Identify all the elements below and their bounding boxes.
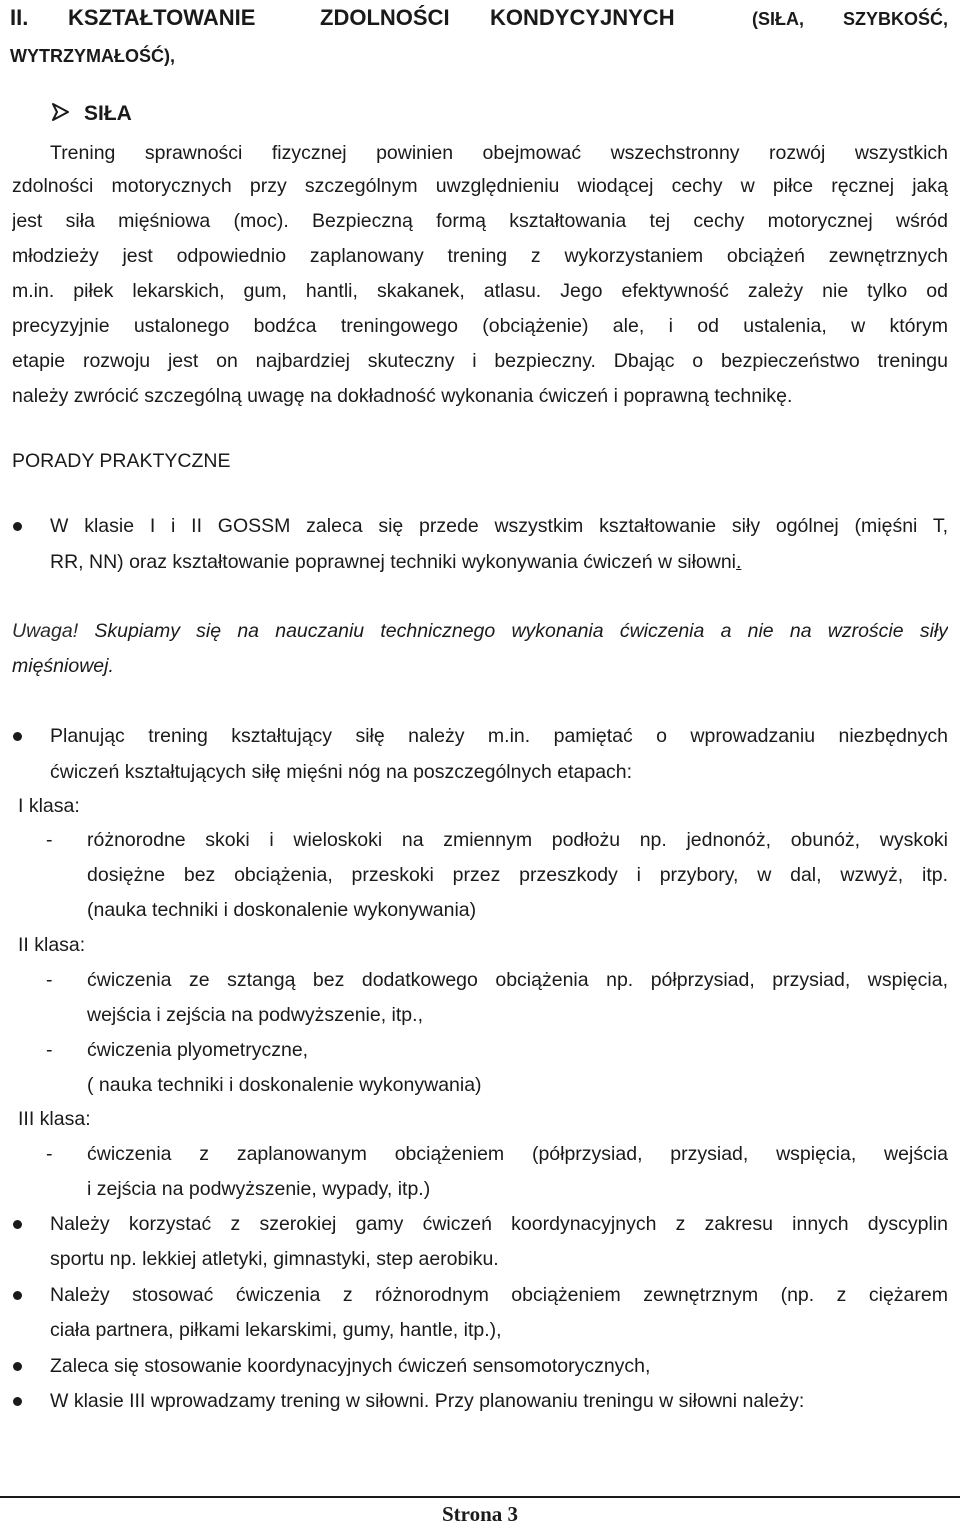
list-line: wejścia i zejścia na podwyższenie, itp., xyxy=(87,1004,423,1026)
paragraph-line: m.in. piłek lekarskich, gum, hantli, skakanek, atlasu. Jego efektywność zależy nie tylko od xyxy=(12,280,948,302)
paragraph-line: Trening sprawności fizycznej powinien obejmować wszechstronny rozwój wszystkich xyxy=(50,142,948,164)
paragraph-line: zdolności motorycznych przy szczególnym uwzględnieniu wiodącej cechy w piłce ręcznej jaką xyxy=(12,175,948,197)
class-label: III klasa: xyxy=(18,1108,91,1130)
bullet-dot xyxy=(13,1397,22,1406)
chapter-heading xyxy=(10,4,948,32)
arrow-bullet-icon xyxy=(50,101,72,123)
section-title: SIŁA xyxy=(84,102,132,125)
paragraph-line: młodzieży jest odpowiednio zaplanowany trening z wykorzystaniem obciążeń zewnętrznych xyxy=(12,245,948,267)
heading-number: II. xyxy=(10,5,29,30)
list-line: (nauka techniki i doskonalenie wykonywania) xyxy=(87,899,477,921)
list-line: różnorodne skoki i wieloskoki na zmiennym podłożu np. jednonóż, obunóż, wyskoki xyxy=(87,829,948,851)
dash-marker: - xyxy=(46,829,53,851)
list-line: ( nauka techniki i doskonalenie wykonywania) xyxy=(87,1074,482,1096)
page-number: Strona 3 xyxy=(432,1502,528,1526)
heading-word: KSZTAŁTOWANIE xyxy=(68,5,256,30)
class-label: I klasa: xyxy=(18,795,80,817)
list-line: ćwiczenia z zaplanowanym obciążeniem (półprzysiad, przysiad, wspięcia, wejścia xyxy=(87,1143,948,1165)
uwaga-label: Uwaga! xyxy=(12,620,79,642)
bullet-dot xyxy=(13,1291,22,1300)
bullet-line: Zaleca się stosowanie koordynacyjnych ćwiczeń sensomotorycznych, xyxy=(50,1355,651,1377)
bullet-text: RR, NN) oraz kształtowanie poprawnej techniki wykonywania ćwiczeń w siłowni xyxy=(50,551,737,573)
uwaga-line: mięśniowej. xyxy=(12,655,114,677)
bullet-line: Należy korzystać z szerokiej gamy ćwiczeń koordynacyjnych z zakresu innych dyscyplin xyxy=(50,1213,948,1235)
list-line: dosiężne bez obciążenia, przeskoki przez przeszkody i przybory, w dal, wzwyż, itp. xyxy=(87,864,948,886)
bullet-dot xyxy=(13,1220,22,1229)
bullet-dot xyxy=(13,732,22,741)
uwaga-line xyxy=(12,617,948,645)
page-footer xyxy=(0,1502,960,1527)
bullet-line: Należy stosować ćwiczenia z różnorodnym obciążeniem zewnętrznym (np. z ciężarem xyxy=(50,1284,948,1306)
heading-word: ZDOLNOŚCI xyxy=(320,5,450,30)
chapter-heading-line2: WYTRZYMAŁOŚĆ), xyxy=(10,46,175,66)
bullet-dot xyxy=(13,1362,22,1371)
list-line: ćwiczenia ze sztangą bez dodatkowego obciążenia np. półprzysiad, przysiad, wspięcia, xyxy=(87,969,948,991)
class-label: II klasa: xyxy=(18,934,86,956)
subheading-porady: PORADY PRAKTYCZNE xyxy=(12,450,231,472)
paragraph-line: etapie rozwoju jest on najbardziej skuteczny i bezpieczny. Dbając o bezpieczeństwo treningu xyxy=(12,350,948,372)
bullet-line: W klasie III wprowadzamy trening w siłowni. Przy planowaniu treningu w siłowni należy: xyxy=(50,1390,805,1412)
paragraph-line: precyzyjnie ustalonego bodźca treningowego (obciążenie) ale, i od ustalenia, w którym xyxy=(12,315,948,337)
heading-word: (SIŁA, xyxy=(752,9,804,29)
dash-marker: - xyxy=(46,1039,53,1061)
dash-marker: - xyxy=(46,1143,53,1165)
bullet-line: sportu np. lekkiej atletyki, gimnastyki, step aerobiku. xyxy=(50,1248,499,1270)
bullet-line: ćwiczeń kształtujących siłę mięśni nóg na poszczególnych etapach: xyxy=(50,761,633,783)
bullet-line: ciała partnera, piłkami lekarskimi, gumy, hantle, itp.), xyxy=(50,1319,502,1341)
paragraph-line: jest siła mięśniowa (moc). Bezpieczną formą kształtowania tej cechy motorycznej wśród xyxy=(12,210,948,232)
bullet-line xyxy=(50,548,948,576)
bullet-line: W klasie I i II GOSSM zaleca się przede wszystkim kształtowanie siły ogólnej (mięśni T, xyxy=(50,515,948,537)
bullet-dot xyxy=(13,522,22,531)
heading-word: KONDYCYJNYCH xyxy=(490,5,675,30)
dash-marker: - xyxy=(46,969,53,991)
underlined-period: . xyxy=(736,551,742,573)
list-line: i zejścia na podwyższenie, wypady, itp.) xyxy=(87,1178,431,1200)
list-line: ćwiczenia plyometryczne, xyxy=(87,1039,309,1061)
footer-rule xyxy=(0,1496,960,1498)
bullet-line: Planując trening kształtujący siłę należy m.in. pamiętać o wprowadzaniu niezbędnych xyxy=(50,725,948,747)
paragraph-line: należy zwrócić szczególną uwagę na dokładność wykonania ćwiczeń i poprawną technikę. xyxy=(12,385,793,407)
uwaga-text: Skupiamy się na nauczaniu technicznego wykonania ćwiczenia a nie na wzroście siły xyxy=(78,620,948,642)
heading-word: SZYBKOŚĆ, xyxy=(842,9,948,29)
